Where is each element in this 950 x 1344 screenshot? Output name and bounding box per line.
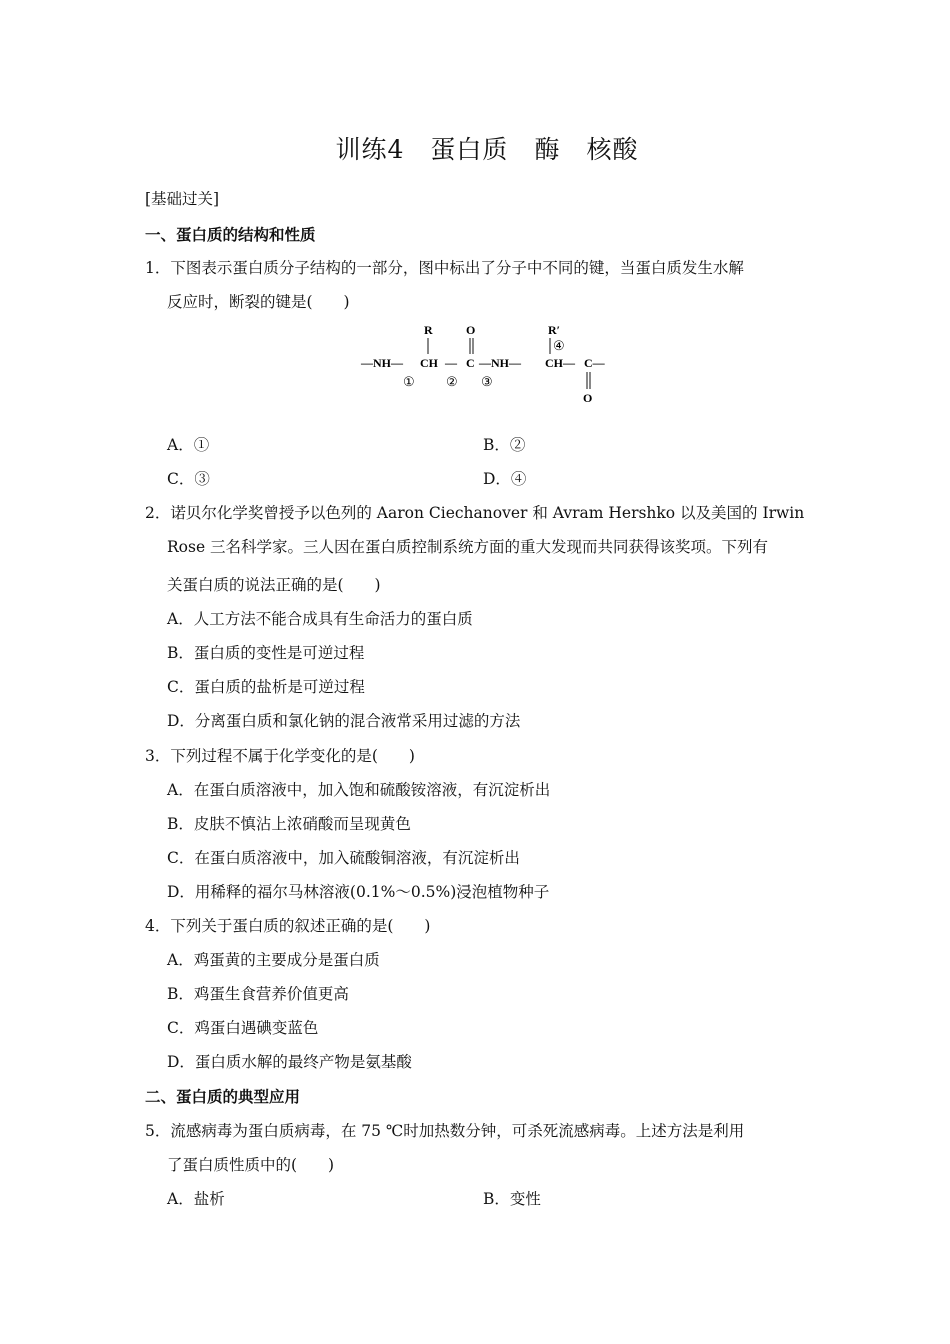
question-2-option-b: B．蛋白质的变性是可逆过程 (167, 644, 365, 662)
question-5-line-1: 5．流感病毒为蛋白质病毒，在 75 ℃时加热数分钟，可杀死流感病毒。上述方法是利用 (145, 1122, 745, 1140)
question-4-option-d: D．蛋白质水解的最终产物是氨基酸 (167, 1053, 412, 1071)
nh-group-label-2: —NH— (479, 356, 521, 370)
bond-dash: — (445, 356, 457, 370)
question-1-line-2: 反应时，断裂的键是( ) (167, 293, 350, 311)
question-1-option-c: C．③ (167, 470, 210, 488)
question-5-option-b: B．变性 (483, 1190, 541, 1208)
ch-group-label: CH (420, 356, 438, 370)
oxygen-label: O (466, 323, 476, 337)
question-4-option-c: C．鸡蛋白遇碘变蓝色 (167, 1019, 319, 1037)
section-heading: 二、蛋白质的典型应用 (145, 1087, 301, 1106)
question-5-line-2: 了蛋白质性质中的( ) (167, 1156, 335, 1174)
question-4-line-1: 4．下列关于蛋白质的叙述正确的是( ) (145, 917, 431, 935)
question-2-option-c: C．蛋白质的盐析是可逆过程 (167, 678, 365, 696)
r-prime-group-label: R′ (548, 323, 561, 337)
section-tag: [基础过关] (145, 190, 220, 208)
oxygen-label-2: O (583, 391, 593, 405)
question-2-option-d: D．分离蛋白质和氯化钠的混合液常采用过滤的方法 (167, 712, 521, 730)
question-1-option-a: A．① (167, 436, 210, 454)
question-1-line-1: 1．下图表示蛋白质分子结构的一部分，图中标出了分子中不同的键，当蛋白质发生水解 (145, 259, 744, 277)
question-2-line-1: 2．诺贝尔化学奖曾授予以色列的 Aaron Ciechanover 和 Avram Hershko 以及美国的 Irwin (145, 504, 805, 522)
question-3-line-1: 3．下列过程不属于化学变化的是( ) (145, 747, 415, 765)
nh-group-label: —NH— (361, 356, 403, 370)
carbon-label: C (466, 356, 475, 370)
peptide-structure-diagram (355, 318, 625, 410)
question-3-option-d: D．用稀释的福尔马林溶液(0.1%～0.5%)浸泡植物种子 (167, 883, 550, 901)
question-2-option-a: A．人工方法不能合成具有生命活力的蛋白质 (167, 610, 473, 628)
bond-mark-2: ② (446, 374, 458, 389)
carbon-label-2: C— (584, 356, 605, 370)
question-1-option-b: B．② (483, 436, 526, 454)
question-1-option-d: D．④ (483, 470, 527, 488)
question-3-option-c: C．在蛋白质溶液中，加入硫酸铜溶液，有沉淀析出 (167, 849, 520, 867)
ch-group-label-2: CH— (545, 356, 575, 370)
section-heading: 一、蛋白质的结构和性质 (145, 225, 316, 244)
r-group-label: R (424, 323, 433, 337)
question-5-option-a: A．盐析 (167, 1190, 225, 1208)
bond-mark-3: ③ (481, 374, 493, 389)
question-4-option-b: B．鸡蛋生食营养价值更高 (167, 985, 349, 1003)
question-4-option-a: A．鸡蛋黄的主要成分是蛋白质 (167, 951, 380, 969)
bond-mark-4: ④ (553, 338, 565, 353)
bond-mark-1: ① (403, 374, 415, 389)
question-3-option-b: B．皮肤不慎沾上浓硝酸而呈现黄色 (167, 815, 411, 833)
page-title: 训练4 蛋白质 酶 核酸 (335, 135, 639, 164)
question-2-line-3: 关蛋白质的说法正确的是( ) (167, 576, 381, 594)
question-3-option-a: A．在蛋白质溶液中，加入饱和硫酸铵溶液，有沉淀析出 (167, 781, 551, 799)
question-2-line-2: Rose 三名科学家。三人因在蛋白质控制系统方面的重大发现而共同获得该奖项。下列有 (167, 538, 769, 556)
